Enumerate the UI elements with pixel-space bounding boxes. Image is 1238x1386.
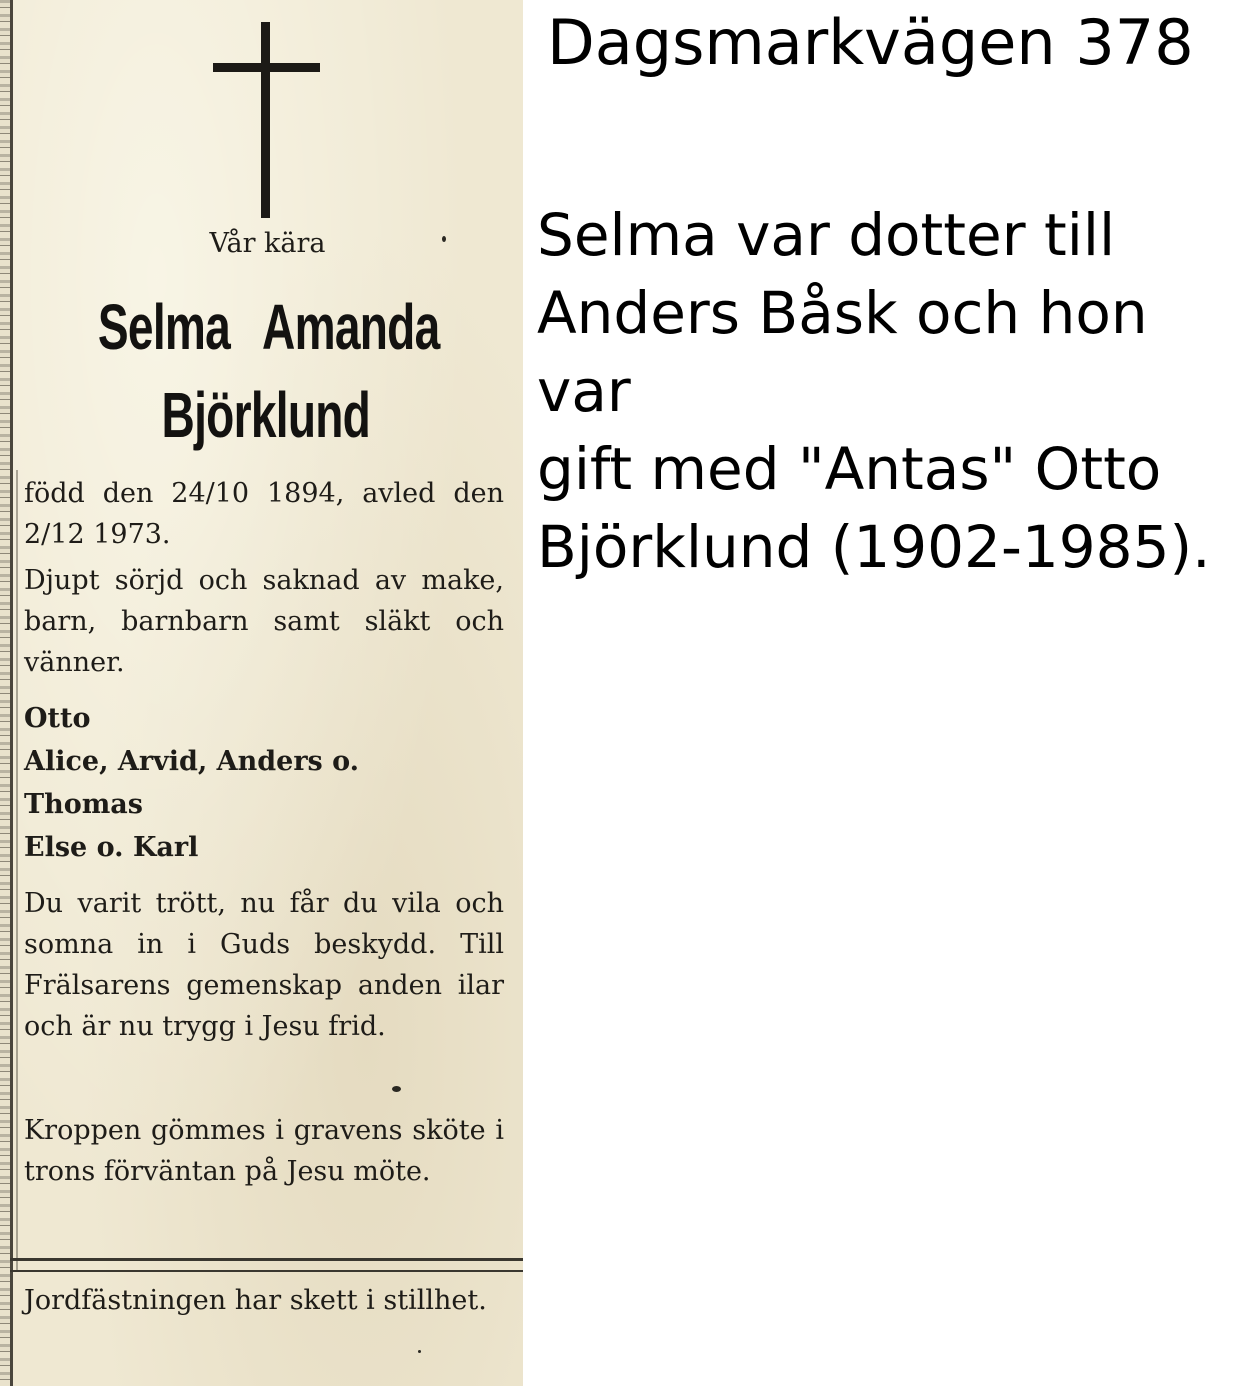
family-member-line: Otto	[24, 703, 91, 734]
cross-vertical-bar	[261, 22, 270, 218]
memorial-verse-2: Kroppen gömmes i gravens sköte i trons förväntan på Jesu möte.	[24, 1115, 504, 1187]
mourned-by-text: Djupt sörjd och saknad av make, barn, barnbarn samt släkt och vänner.	[24, 565, 504, 678]
funeral-notice: Jordfästningen har skett i stillhet.	[24, 1285, 487, 1316]
memorial-verse: Du varit trött, nu får du vila och somna in i Guds beskydd. Till Frälsarens gemenskap anden ilar och är nu trygg i Jesu frid.	[24, 888, 504, 1042]
cross-horizontal-bar	[213, 63, 320, 72]
print-speck	[392, 1086, 401, 1092]
family-member-line: Thomas	[24, 789, 143, 820]
column-rule-inner	[16, 470, 18, 1270]
biographical-note: Selma var dotter till Anders Båsk och hon var gift med "Antas" Otto Björklund (1902-1985).	[537, 201, 1211, 581]
family-member-line: Else o. Karl	[24, 832, 199, 863]
print-speck	[442, 236, 446, 242]
print-speck	[418, 1350, 421, 1353]
birth-death-dates: född den 24/10 1894, avled den 2/12 1973.	[24, 478, 504, 550]
column-rule	[10, 0, 13, 1386]
deceased-name-line-1: Selma Amanda	[97, 291, 440, 363]
obituary-intro: Vår kära	[209, 228, 326, 259]
family-member-line: Alice, Arvid, Anders o.	[24, 746, 360, 777]
divider-rule	[10, 1258, 523, 1261]
family-list	[24, 697, 504, 869]
obituary-clipping	[0, 0, 523, 1386]
torn-edge	[0, 0, 10, 1386]
address-title: Dagsmarkvägen 378	[547, 6, 1194, 79]
divider-rule	[10, 1270, 523, 1272]
deceased-name-line-2: Björklund	[161, 379, 371, 451]
